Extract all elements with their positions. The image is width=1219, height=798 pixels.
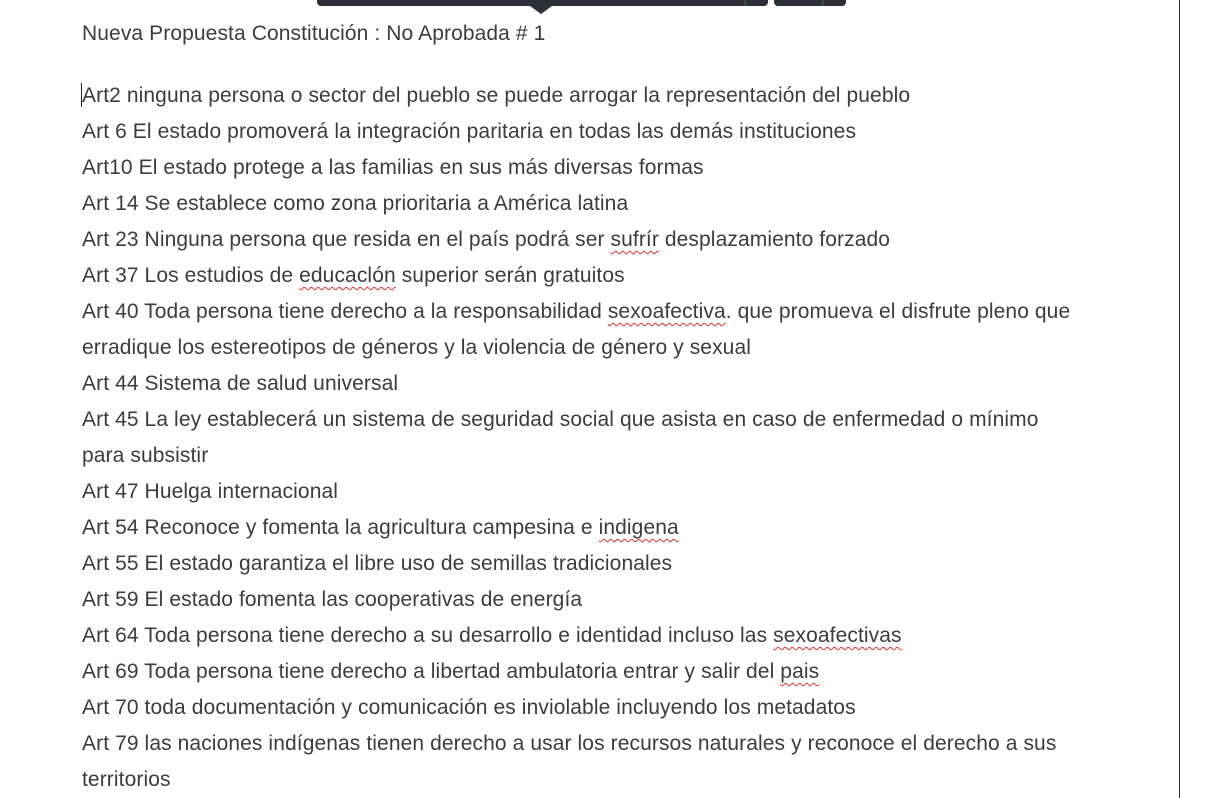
document-paragraph[interactable] (82, 546, 1082, 582)
paragraph-text: Art 14 Se establece como zona prioritaria a América latina (82, 192, 629, 215)
paragraph-text: Art 23 Ninguna persona que resida en el país podrá ser (82, 228, 611, 251)
page-edge-divider (1179, 0, 1180, 798)
document-paragraph[interactable] (82, 510, 1082, 546)
misspelled-word[interactable]: pais (780, 660, 820, 683)
misspelled-word[interactable]: indigena (598, 516, 679, 539)
toolbar-pointer-icon (530, 6, 552, 14)
document-paragraph[interactable] (82, 474, 1082, 510)
misspelled-word[interactable]: educaclón (299, 264, 396, 287)
document-paragraph[interactable] (82, 78, 1082, 114)
text-cursor (81, 83, 82, 107)
document-paragraph[interactable] (82, 366, 1082, 402)
paragraph-text: Art 47 Huelga internacional (82, 480, 339, 503)
document-title[interactable]: Nueva Propuesta Constitución : No Aprobada # 1 (82, 22, 546, 45)
misspelled-word[interactable]: sufrír (610, 228, 659, 251)
document-paragraph[interactable] (82, 222, 1082, 258)
paragraph-text: Art 55 El estado garantiza el libre uso de semillas tradicionales (82, 552, 673, 575)
document-paragraph[interactable] (82, 618, 1082, 654)
paragraph-text: Art2 ninguna persona o sector del pueblo se puede arrogar la representación del pueblo (82, 84, 911, 107)
paragraph-text: Art 6 El estado promoverá la integración paritaria en todas las demás instituciones (82, 120, 857, 143)
paragraph-text: Art10 El estado protege a las familias en sus más diversas formas (82, 156, 704, 179)
toolbar-divider (744, 0, 746, 6)
paragraph-text: Art 37 Los estudios de (82, 264, 300, 287)
floating-toolbar-secondary[interactable] (774, 0, 846, 6)
document-paragraph[interactable] (82, 690, 1082, 726)
document-paragraph[interactable] (82, 654, 1082, 690)
paragraph-text: desplazamiento forzado (658, 228, 891, 251)
paragraph-text: Art 70 toda documentación y comunicación es inviolable incluyendo los metadatos (82, 696, 856, 719)
paragraph-text: Art 64 Toda persona tiene derecho a su desarrollo e identidad incluso las (82, 624, 774, 647)
document-paragraph[interactable] (82, 114, 1082, 150)
paragraph-text: Art 69 Toda persona tiene derecho a libertad ambulatoria entrar y salir del (82, 660, 781, 683)
document-body[interactable] (82, 78, 1082, 798)
misspelled-word[interactable]: sexoafectiva (607, 300, 726, 323)
document-paragraph[interactable] (82, 258, 1082, 294)
toolbar-divider (822, 0, 824, 6)
paragraph-text: superior serán gratuitos (395, 264, 625, 287)
paragraph-text: . que promueva el disfrute pleno que erradique los estereotipos de géneros y la violencia de género y sexual (82, 300, 1071, 359)
paragraph-text: Art 59 El estado fomenta las cooperativas de energía (82, 588, 583, 611)
document-paragraph[interactable] (82, 402, 1082, 474)
document-paragraph[interactable] (82, 186, 1082, 222)
document-paragraph[interactable] (82, 150, 1082, 186)
document-paragraph[interactable] (82, 726, 1082, 798)
paragraph-text: Art 45 La ley establecerá un sistema de seguridad social que asista en caso de enfermedad o mínimo para subsistir (82, 408, 1039, 467)
document-paragraph[interactable] (82, 582, 1082, 618)
paragraph-text: Art 79 las naciones indígenas tienen derecho a usar los recursos naturales y reconoce el derecho a sus territorios (82, 732, 1057, 791)
paragraph-text: Art 54 Reconoce y fomenta la agricultura campesina e (82, 516, 599, 539)
misspelled-word[interactable]: sexoafectivas (773, 624, 902, 647)
document-paragraph[interactable] (82, 294, 1082, 366)
paragraph-text: Art 40 Toda persona tiene derecho a la responsabilidad (82, 300, 608, 323)
paragraph-text: Art 44 Sistema de salud universal (82, 372, 399, 395)
